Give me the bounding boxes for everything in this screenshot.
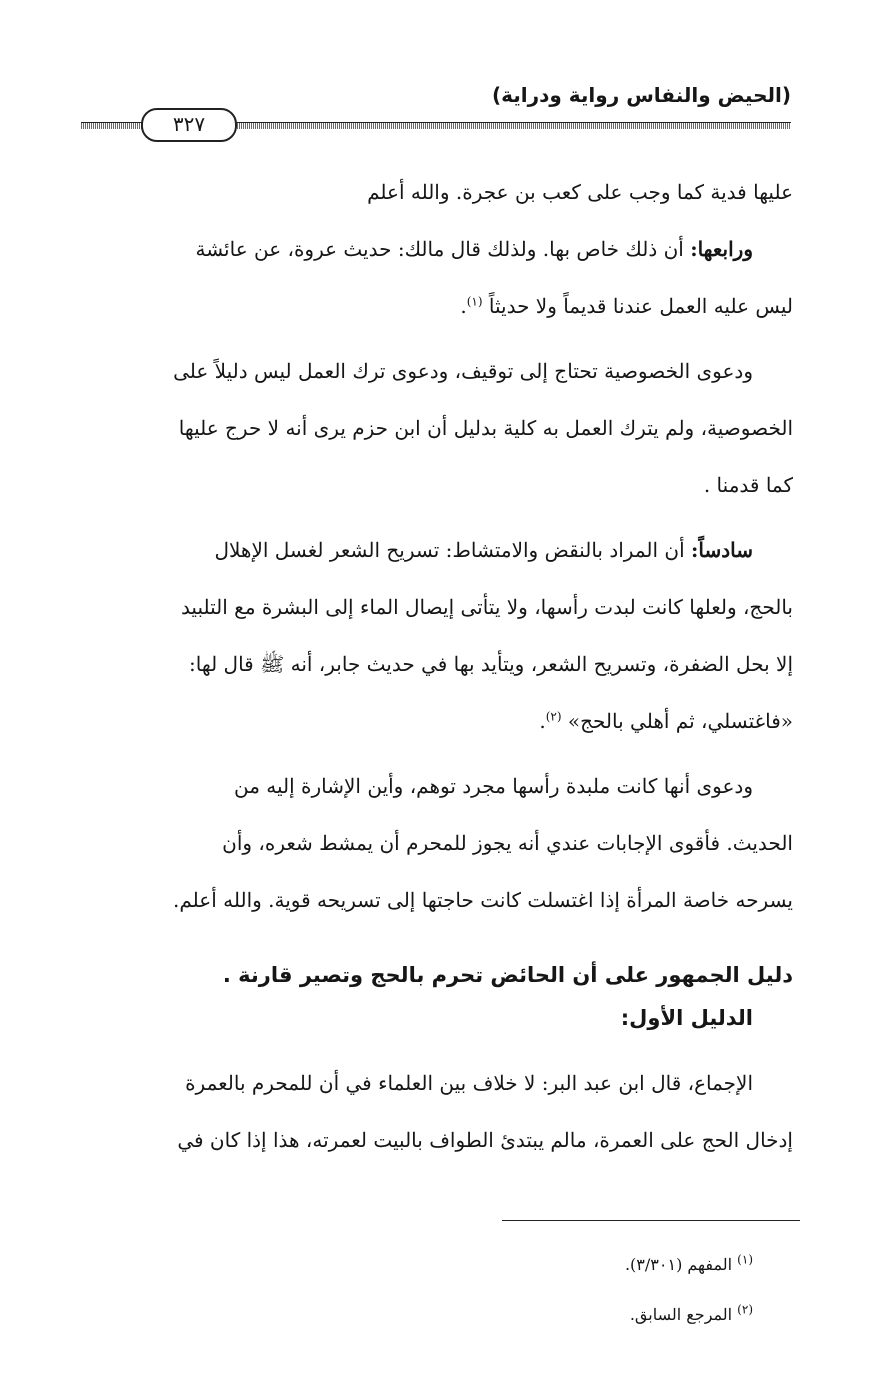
main-text: [78, 164, 793, 1169]
text-line: بالحج، ولعلها كانت لبدت رأسها، ولا يتأتى إيصال الماء إلى البشرة مع التلبيد: [180, 595, 793, 619]
running-title: (الحيض والنفاس رواية ودراية): [491, 83, 791, 107]
paragraph-label: سادساً:: [691, 538, 753, 562]
text-line: ودعوى أنها كانت ملبدة رأسها مجرد توهم، وأين الإشارة إليه من: [233, 774, 753, 798]
text-line: الخصوصية، ولم يترك العمل به كلية بدليل أن ابن حزم يرى أنه لا حرج عليها: [178, 416, 793, 440]
text-line: ودعوى الخصوصية تحتاج إلى توقيف، ودعوى ترك العمل ليس دليلاً على: [173, 359, 753, 383]
text-line: ورابعها: أن ذلك خاص بها. ولذلك قال مالك: حديث عروة، عن عائشة: [195, 237, 753, 261]
section-heading: دليل الجمهور على أن الحائض تحرم بالحج وتصير قارنة .: [222, 963, 793, 987]
subsection-heading: الدليل الأول:: [620, 1006, 753, 1030]
text-line: الإجماع، قال ابن عبد البر: لا خلاف بين العلماء في أن للمحرم بالعمرة: [185, 1071, 753, 1095]
footnote-divider: [502, 1220, 800, 1221]
text-line: «فاغتسلي، ثم أهلي بالحج» $^{(٢)}$.: [539, 709, 793, 733]
text-line: عليها فدية كما وجب على كعب بن عجرة. والله أعلم: [367, 180, 793, 204]
text-line: سادساً: أن المراد بالنقض والامتشاط: تسريح الشعر لغسل الإهلال: [214, 538, 753, 562]
text-line: كما قدمنا .: [703, 473, 793, 497]
text-line: إدخال الحج على العمرة، مالم يبتدئ الطواف بالبيت لعمرته، هذا إذا كان في: [177, 1128, 793, 1152]
footnote: $^{(٢)}$ المرجع السابق.: [629, 1302, 753, 1324]
text-line: يسرحه خاصة المرأة إذا اغتسلت كانت حاجتها إلى تسريحه قوية. والله أعلم.: [173, 888, 793, 912]
footnote-ref: (٢): [545, 709, 562, 724]
footnotes: [353, 1240, 753, 1340]
text-line: ليس عليه العمل عندنا قديماً ولا حديثاً $^{(١)}$.: [460, 294, 793, 318]
page-header: [81, 82, 791, 142]
footnote-ref: (١): [466, 294, 483, 309]
text-line: إلا بحل الضفرة، وتسريح الشعر، ويتأيد بها في حديث جابر، أنه ﷺ قال لها:: [189, 652, 793, 676]
footnote: $^{(١)}$ المفهم (٣/٣٠١).: [624, 1252, 753, 1274]
text-line: الحديث. فأقوى الإجابات عندي أنه يجوز للمحرم أن يمشط شعره، وأن: [222, 831, 793, 855]
page-number: ٣٢٧: [141, 108, 237, 142]
paragraph-label: ورابعها:: [690, 237, 753, 261]
